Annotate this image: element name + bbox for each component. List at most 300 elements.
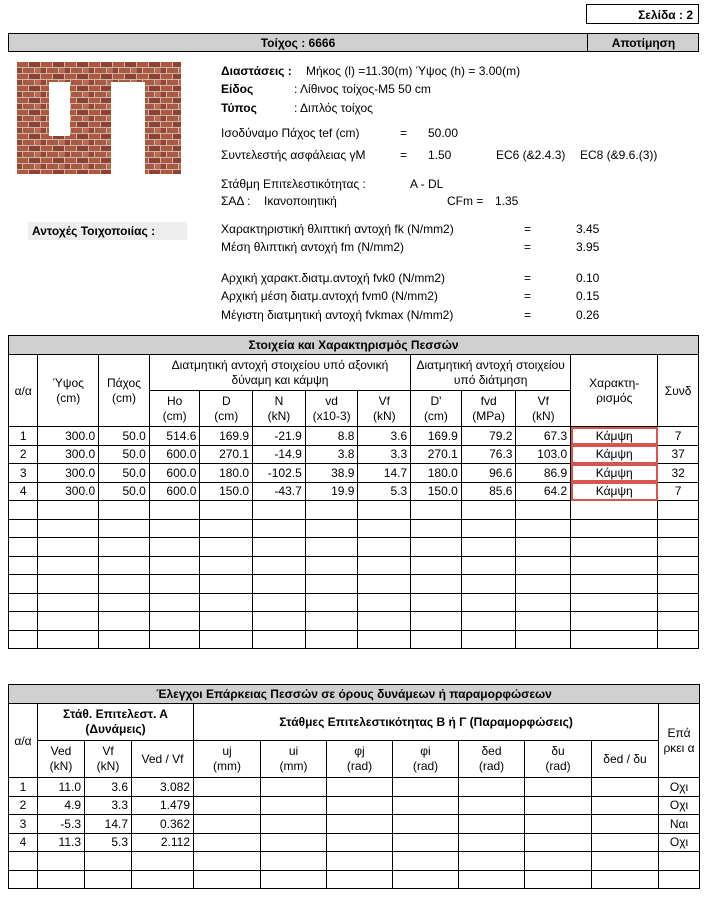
pier-cell-vf2 [516,593,571,612]
check-cell-aa: 1 [9,778,38,797]
pier-cell-n: -21.9 [253,427,306,446]
pier-cell-h [38,575,99,594]
pier-cell-vd [305,519,358,538]
pier-cell-char [571,538,658,557]
check-cell-rd [592,852,659,871]
check-cell-ratio: 2.112 [132,833,194,852]
pier-cell-char: Κάμψη [571,427,658,446]
pier-cell-d2 [411,630,462,649]
table-row [9,538,699,557]
pier-cell-n [253,575,306,594]
check-cell-aa [9,852,38,871]
kind-label: Τύπος [221,101,257,115]
check-cell-ratio: 3.082 [132,778,194,797]
piers-h-group2: Διατμητική αντοχή στοιχείου υπό διάτμηση [411,355,571,391]
check-cell-aa: 4 [9,833,38,852]
pier-cell-vf [358,556,411,575]
pier-cell-t [99,630,150,649]
pier-cell-ho [149,575,200,594]
checks-h-rd: δed / δu [592,741,659,778]
check-cell-ded [459,870,525,889]
pier-cell-vf [358,593,411,612]
checks-h-groupB: Στάθμες Επιτελεστικότητας Β ή Γ (Παραμορφώσεις) [194,704,659,741]
pier-cell-vf2 [516,575,571,594]
pier-cell-vf2: 67.3 [516,427,571,446]
check-cell-ok: Οχι [659,796,700,815]
resistance-label: Μέση θλιπτική αντοχή fm (N/mm2) [221,240,405,254]
piers-h-group1: Διατμητική αντοχή στοιχείου υπό αξονική δύναμη και κάμψη [149,355,410,391]
pier-cell-vf2 [516,538,571,557]
resistance-eq: = [524,240,532,254]
check-cell-ratio [132,870,194,889]
check-cell-ok [659,870,700,889]
check-cell-ded [459,852,525,871]
pier-cell-vf2: 64.2 [516,482,571,501]
resistance-label: Αρχική μέση διατμ.αντοχή fvm0 (N/mm2) [221,289,438,303]
pier-cell-n: -102.5 [253,464,306,483]
table-row [9,427,699,446]
piers-h-d: D (cm) [200,391,253,427]
pier-cell-aa [9,556,38,575]
gm-ref-ec8: EC8 (&9.6.(3)) [580,148,658,162]
check-cell-uj [194,815,261,834]
checks-h-aa: α/α [9,704,38,778]
check-cell-uj [194,870,261,889]
pier-cell-vf2 [516,501,571,520]
pier-cell-char [571,630,658,649]
pier-cell-comb [658,538,699,557]
check-cell-fj [327,815,393,834]
pier-cell-aa [9,519,38,538]
piers-h-vf: Vf (kN) [358,391,411,427]
pier-cell-vf2: 103.0 [516,445,571,464]
pier-cell-comb: 37 [658,445,699,464]
pier-cell-d2: 270.1 [411,445,462,464]
pier-cell-h: 300.0 [38,445,99,464]
pier-cell-t [99,556,150,575]
pier-cell-d2: 150.0 [411,482,462,501]
pier-cell-ho [149,612,200,631]
pier-cell-t: 50.0 [99,464,150,483]
pier-cell-n [253,593,306,612]
piers-table [8,335,699,649]
piers-h-height: Ύψος (cm) [38,355,99,427]
check-cell-du [525,870,592,889]
check-cell-fi [393,778,459,797]
pier-cell-vf2 [516,556,571,575]
check-cell-du [525,852,592,871]
pier-cell-ho [149,538,200,557]
assessment-label: Αποτίμηση [611,36,676,50]
resistance-eq: = [524,271,532,285]
pier-cell-fvd [461,630,516,649]
check-cell-uj [194,778,261,797]
pier-cell-d: 169.9 [200,427,253,446]
cfm-value: 1.35 [495,194,519,208]
resistance-value: 0.26 [576,308,600,322]
cfm-label: CFm = [447,194,484,208]
pier-cell-aa [9,630,38,649]
pier-cell-comb [658,556,699,575]
checks-h-vf: Vf (kN) [85,741,132,778]
wall-title: Τοίχος : 6666 [260,36,336,50]
page-number-box [586,4,699,24]
check-cell-du [525,778,592,797]
pier-cell-vf [358,630,411,649]
table-row [9,501,699,520]
checks-h-du: δu (rad) [525,741,592,778]
checks-h-ded: δed (rad) [459,741,525,778]
checks-h-ved: Ved (kN) [38,741,85,778]
check-cell-vf: 3.6 [85,778,132,797]
kind-value: : Διπλός τοίχος [294,101,373,115]
pier-cell-n [253,538,306,557]
pier-cell-comb [658,630,699,649]
check-cell-vf [85,852,132,871]
resistances-title: Αντοχές Τοιχοποιίας : [32,224,156,238]
check-cell-fj [327,796,393,815]
sad-label: ΣΑΔ : [221,194,251,208]
table-row [9,815,700,834]
pier-cell-fvd [461,575,516,594]
check-cell-vf: 5.3 [85,833,132,852]
resistance-eq: = [524,308,532,322]
piers-h-vf2: Vf (kN) [516,391,571,427]
check-cell-rd [592,833,659,852]
checks-h-groupA: Στάθ. Επιτελεστ. Α (Δυνάμεις) [38,704,194,741]
check-cell-ui [261,852,327,871]
pier-cell-vd [305,556,358,575]
pier-cell-vf [358,612,411,631]
piers-h-fvd: fvd (MPa) [461,391,516,427]
pier-cell-n [253,519,306,538]
tef-eq: = [400,126,408,140]
wall-image [17,62,181,174]
pier-cell-vf [358,519,411,538]
pier-cell-vf [358,538,411,557]
checks-h-ui: ui (mm) [261,741,327,778]
pier-cell-t [99,612,150,631]
piers-h-aa: α/α [9,355,38,427]
check-cell-ui [261,778,327,797]
check-cell-vf: 3.3 [85,796,132,815]
resistance-label: Αρχική χαρακτ.διατμ.αντοχή fvk0 (N/mm2) [221,271,445,285]
pier-cell-comb [658,519,699,538]
pier-cell-aa [9,538,38,557]
table-row [9,630,699,649]
pier-cell-h [38,519,99,538]
check-cell-ded [459,778,525,797]
dimensions-value: Μήκος (l) =11.30(m) Ύψος (h) = 3.00(m) [306,64,521,78]
pier-cell-vd: 38.9 [305,464,358,483]
check-cell-uj [194,796,261,815]
check-cell-uj [194,852,261,871]
pier-cell-fvd: 79.2 [461,427,516,446]
page-number: Σελίδα : 2 [638,8,693,22]
pier-cell-char [571,575,658,594]
check-cell-aa: 3 [9,815,38,834]
pier-cell-t [99,575,150,594]
check-cell-ved: 4.9 [38,796,85,815]
dimensions-label: Διαστάσεις : [221,64,292,78]
pier-cell-ho [149,519,200,538]
pier-cell-vd: 8.8 [305,427,358,446]
check-cell-fj [327,778,393,797]
check-cell-rd [592,815,659,834]
pier-cell-comb [658,501,699,520]
resistance-value: 3.95 [576,240,600,254]
resistance-label: Μέγιστη διατμητική αντοχή fvkmax (N/mm2) [221,308,454,322]
pier-cell-n [253,630,306,649]
check-cell-aa [9,870,38,889]
type-value: : Λίθινος τοίχος-M5 50 cm [294,82,431,96]
pier-cell-d: 150.0 [200,482,253,501]
pier-cell-h [38,501,99,520]
table-row [9,464,699,483]
pier-cell-h: 300.0 [38,482,99,501]
check-cell-aa: 2 [9,796,38,815]
check-cell-ded [459,796,525,815]
pier-cell-vf2 [516,519,571,538]
pier-cell-comb: 7 [658,482,699,501]
checks-h-ok: Επά ρκει α [659,704,700,778]
table-row [9,556,699,575]
pier-cell-aa [9,575,38,594]
check-cell-ui [261,833,327,852]
pier-cell-aa: 4 [9,482,38,501]
pier-cell-char: Κάμψη [571,445,658,464]
pier-cell-d2 [411,556,462,575]
pier-cell-d [200,519,253,538]
piers-h-thickness: Πάχος (cm) [99,355,150,427]
pier-cell-h [38,593,99,612]
resistance-value: 3.45 [576,222,600,236]
pier-cell-t: 50.0 [99,445,150,464]
check-cell-ratio [132,852,194,871]
pier-cell-ho: 600.0 [149,445,200,464]
check-cell-fi [393,796,459,815]
pier-cell-char [571,612,658,631]
pier-cell-comb: 7 [658,427,699,446]
check-cell-ded [459,833,525,852]
type-label: Είδος [221,82,254,96]
check-cell-ui [261,815,327,834]
resistance-value: 0.10 [576,271,600,285]
pier-cell-vf [358,501,411,520]
pier-cell-fvd [461,501,516,520]
pier-cell-d [200,593,253,612]
pier-cell-d2 [411,538,462,557]
pier-cell-fvd: 96.6 [461,464,516,483]
pier-cell-d2 [411,501,462,520]
pier-cell-d: 180.0 [200,464,253,483]
piers-title: Στοιχεία και Χαρακτηρισμός Πεσσών [9,336,699,355]
pier-cell-t [99,593,150,612]
pier-cell-h [38,538,99,557]
pier-cell-d2 [411,519,462,538]
resistances-title-box [28,222,187,240]
pier-cell-aa [9,501,38,520]
check-cell-du [525,815,592,834]
level-value: A - DL [410,177,444,191]
table-row [9,445,699,464]
check-cell-fi [393,833,459,852]
check-cell-fi [393,852,459,871]
pier-cell-vd [305,501,358,520]
check-cell-rd [592,778,659,797]
gm-ref-ec6: EC6 (&2.4.3) [496,148,566,162]
resistance-value: 0.15 [576,289,600,303]
pier-cell-vf: 5.3 [358,482,411,501]
check-cell-ded [459,815,525,834]
check-cell-ved: 11.0 [38,778,85,797]
gm-value: 1.50 [428,148,452,162]
checks-h-ratio: Ved / Vf [132,741,194,778]
pier-cell-vd [305,575,358,594]
check-cell-ok: Οχι [659,833,700,852]
pier-cell-comb [658,593,699,612]
pier-cell-vd: 19.9 [305,482,358,501]
pier-cell-comb [658,575,699,594]
pier-cell-comb [658,612,699,631]
pier-cell-char [571,501,658,520]
pier-cell-t: 50.0 [99,482,150,501]
pier-cell-ho: 514.6 [149,427,200,446]
pier-cell-fvd [461,538,516,557]
table-row [9,612,699,631]
pier-cell-vf2: 86.9 [516,464,571,483]
check-cell-ved: -5.3 [38,815,85,834]
table-row [9,796,700,815]
pier-cell-vd [305,630,358,649]
pier-cell-aa: 2 [9,445,38,464]
pier-cell-ho [149,501,200,520]
check-cell-du [525,796,592,815]
check-cell-ratio: 1.479 [132,796,194,815]
pier-cell-t [99,501,150,520]
check-cell-ved [38,870,85,889]
pier-cell-fvd [461,556,516,575]
pier-cell-t [99,538,150,557]
pier-cell-vd [305,593,358,612]
check-cell-ok: Οχι [659,778,700,797]
pier-cell-char [571,519,658,538]
piers-h-d2: D' (cm) [411,391,462,427]
checks-h-fi: φi (rad) [393,741,459,778]
pier-cell-ho: 600.0 [149,482,200,501]
pier-cell-d2 [411,612,462,631]
check-cell-du [525,833,592,852]
checks-h-uj: uj (mm) [194,741,261,778]
check-cell-fj [327,870,393,889]
check-cell-ratio: 0.362 [132,815,194,834]
pier-cell-n [253,501,306,520]
checks-title: Έλεγχοι Επάρκειας Πεσσών σε όρους δυνάμεων ή παραμορφώσεων [9,685,700,704]
check-cell-rd [592,870,659,889]
pier-cell-d2: 180.0 [411,464,462,483]
pier-cell-char [571,556,658,575]
pier-cell-t: 50.0 [99,427,150,446]
pier-cell-d2 [411,593,462,612]
pier-cell-vf: 14.7 [358,464,411,483]
check-cell-vf [85,870,132,889]
pier-cell-d [200,630,253,649]
pier-cell-ho: 600.0 [149,464,200,483]
table-row [9,870,700,889]
piers-h-char: Χαρακτη-ρισμός [571,355,658,427]
check-cell-ui [261,870,327,889]
pier-cell-aa [9,612,38,631]
tef-value: 50.00 [428,126,459,140]
piers-h-ho: Ho (cm) [149,391,200,427]
pier-cell-h [38,630,99,649]
piers-h-comb: Συνδ [658,355,699,427]
check-cell-rd [592,796,659,815]
check-cell-ok: Ναι [659,815,700,834]
pier-cell-d [200,612,253,631]
pier-cell-d [200,501,253,520]
table-row [9,482,699,501]
check-cell-fi [393,815,459,834]
pier-cell-d [200,556,253,575]
pier-cell-h [38,612,99,631]
tef-label: Ισοδύναμο Πάχος tef (cm) [221,126,360,140]
pier-cell-vf: 3.6 [358,427,411,446]
pier-cell-vd [305,612,358,631]
pier-cell-vf2 [516,612,571,631]
pier-cell-d [200,575,253,594]
pier-cell-n [253,612,306,631]
pier-cell-n: -43.7 [253,482,306,501]
check-cell-ok [659,852,700,871]
pier-cell-h: 300.0 [38,464,99,483]
pier-cell-n [253,556,306,575]
pier-cell-fvd [461,593,516,612]
piers-h-vd: vd (x10-3) [305,391,358,427]
pier-cell-vf: 3.3 [358,445,411,464]
resistance-eq: = [524,222,532,236]
pier-cell-char [571,593,658,612]
check-cell-ved [38,852,85,871]
table-row [9,575,699,594]
table-row [9,519,699,538]
pier-cell-d [200,538,253,557]
pier-cell-vf2 [516,630,571,649]
level-label: Στάθμη Επιτελεστικότητας : [221,177,366,191]
pier-cell-t [99,519,150,538]
wall-header [8,33,699,52]
checks-table [8,684,700,889]
pier-cell-aa: 1 [9,427,38,446]
check-cell-fi [393,870,459,889]
pier-cell-n: -14.9 [253,445,306,464]
pier-cell-vf [358,575,411,594]
pier-cell-ho [149,593,200,612]
table-row [9,852,700,871]
pier-cell-aa: 3 [9,464,38,483]
check-cell-fj [327,833,393,852]
pier-cell-ho [149,630,200,649]
piers-h-n: N (kN) [253,391,306,427]
pier-cell-vd [305,538,358,557]
gm-label: Συντελεστής ασφάλειας γM [221,148,366,162]
pier-cell-fvd: 76.3 [461,445,516,464]
table-row [9,833,700,852]
pier-cell-d2: 169.9 [411,427,462,446]
resistance-eq: = [524,289,532,303]
sad-value: Ικανοποιητική [264,194,337,208]
pier-cell-char: Κάμψη [571,464,658,483]
